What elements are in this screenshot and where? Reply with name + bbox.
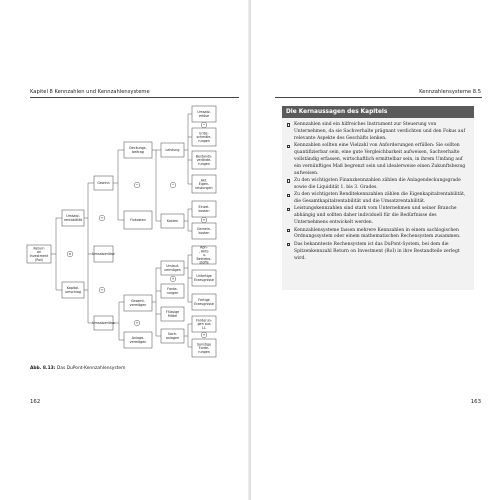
label-leistung: Leistung <box>165 148 180 153</box>
operator-mult-main-symbol: × <box>68 252 72 256</box>
label-fertige: Fertige Erzeugnisse <box>194 298 214 306</box>
key-point-text: Leistungskennzahlen sind stark vom Unternehmen und seiner Branche abhängig und sollten daher individuell für die Bedürfnisse des Unternehmens entwickelt werden. <box>294 206 457 226</box>
figure-caption <box>30 366 125 371</box>
key-point-item <box>287 122 470 143</box>
label-umsatzerloese-top: Umsatz-erlöse <box>197 110 211 118</box>
key-point-text: Kennzahlen sollten eine Vielzahl von Anforderungen erfüllen: Sie sollten quantifizierbar sein, eine gute Vergleichbarkeit aufweisen, Sachverhalte vollständig erfassen, wirtschaftlich ermittelbar sein, in ihrem Umfang auf ein vernünftiges Maß begrenzt sein und idealerweise einen Zukunftsbezug aufweisen. <box>294 143 466 176</box>
page-number-right: 163 <box>470 399 481 405</box>
key-point-text: Zu den wichtigsten Renditekennzahlen zählen die Eigenkapitalrentabilität, die Gesamtkapitalrentabilität und die Umsatzrentabilität. <box>294 192 466 205</box>
key-points-title: Die Kernaussagen des Kapitels <box>286 108 388 115</box>
operator-div-top-symbol: ÷ <box>100 216 104 220</box>
label-sachanlagen: Sach-anlagen <box>165 332 180 340</box>
label-umsatzrentabilitaet: Umsatz-rentabilität <box>63 214 83 222</box>
checkbox-square-icon <box>287 194 290 197</box>
label-umlaufvermoegen: Umlauf-vermögen <box>164 264 181 272</box>
key-points-box <box>282 106 474 290</box>
left-page <box>0 0 249 500</box>
operator-plus-av-symbol: + <box>202 333 206 337</box>
dupont-diagram <box>0 0 249 380</box>
label-fixkosten: Fixkosten <box>130 218 146 223</box>
figure-caption-label: Abb. 8.13: <box>30 366 56 371</box>
label-sonstige-ford: Sonstige Forde-rungen <box>196 342 212 354</box>
key-point-item <box>287 143 470 178</box>
key-point-item <box>287 242 470 263</box>
key-point-text: Zu den wichtigsten Finanzkennzahlen zählen die Anlagendeckungsgrade sowie die Liquidität 1. bis 3. Grades. <box>294 178 461 190</box>
label-kosten: Kosten <box>166 219 179 224</box>
label-umsatzerloese-mid: Umsatzerlöse <box>92 252 115 257</box>
label-erloesschmaelerungen: Erlös-schmäle-rungen <box>196 131 212 143</box>
operator-plus-gv-symbol: + <box>135 321 139 325</box>
key-point-text: Das bekannteste Rechensystem ist das DuPont-System, bei dem die Spitzenkennzahl Return on Investment (RoI) in ihre Bestandteile zerlegt wird. <box>294 241 460 261</box>
key-points-header <box>282 106 474 118</box>
key-point-item <box>287 192 470 206</box>
label-gewinn: Gewinn <box>97 181 110 186</box>
label-gesamtvermoegen: Gesamt-vermögen <box>129 299 147 307</box>
label-umsatzerloese-div: Umsatzerlöse <box>92 321 115 326</box>
label-einzelkosten: Einzel-kosten <box>198 205 210 213</box>
checkbox-square-icon <box>287 145 290 148</box>
running-head-right: Kennzahlensysteme 8.5 <box>419 89 481 95</box>
label-aktivierte-eigenleistungen: Akt. Eigen-leistungen <box>195 178 213 190</box>
key-points-list <box>287 122 470 263</box>
label-forderungen-ll: Forderun-gen aus LL <box>196 318 212 330</box>
checkbox-square-icon <box>287 123 290 126</box>
label-unfertige: Unfertige Erzeugnisse <box>194 274 214 282</box>
checkbox-square-icon <box>287 208 290 211</box>
operator-div-bottom-symbol: ÷ <box>100 288 104 292</box>
key-point-item <box>287 228 470 242</box>
operator-plus-kosten-symbol: + <box>202 218 206 222</box>
operator-minus-db-symbol: − <box>171 183 175 187</box>
page-number-left: 162 <box>30 399 41 405</box>
label-bestandsveraenderungen: Bestands-verände-rungen <box>195 154 213 166</box>
label-deckungsbeitrag: Deckungs-beitrag <box>129 146 147 154</box>
key-point-text: Kennzahlen sind ein hilfreiches Instrument zur Steuerung von Unternehmen, da sie Sachverhalte prägnant verdichten und den Fokus auf relevante Aspekte des Geschäfts lenken. <box>294 122 466 141</box>
checkbox-square-icon <box>287 229 290 232</box>
label-fluessige-mittel: Flüssige Mittel <box>165 310 180 318</box>
operator-minus-gewinn-symbol: − <box>135 183 139 187</box>
key-point-item <box>287 178 470 192</box>
label-roi: Return on Investment (RoI) <box>29 246 49 262</box>
running-head-left: Kapitel 8 Kennzahlen und Kennzahlensysteme <box>30 89 150 95</box>
key-point-item <box>287 206 470 227</box>
label-roh-hilfs: Roh-, Hilfs- u. Betriebs-stoffe <box>196 245 212 265</box>
label-forderungen: Forde-rungen <box>166 287 179 295</box>
operator-plus-uv-symbol: + <box>171 277 175 281</box>
header-rule-right <box>275 97 482 98</box>
operator-minus-leistung-symbol: − <box>202 123 206 127</box>
label-kapitalumschlag: Kapital-umschlag <box>65 286 81 294</box>
label-gemeinkosten: Gemein-kosten <box>196 227 212 235</box>
figure-caption-text: Das DuPont-Kennzahlensystem <box>56 366 126 371</box>
label-anlagevermoegen: Anlage-vermögen <box>129 336 147 344</box>
checkbox-square-icon <box>287 179 290 182</box>
checkbox-square-icon <box>287 243 290 246</box>
key-point-text: Kennzahlensysteme fassen mehrere Kennzahlen in einem sachlogischen Ordnungssystem oder einem mathematischen Rechensystem zusammen. <box>294 227 461 240</box>
